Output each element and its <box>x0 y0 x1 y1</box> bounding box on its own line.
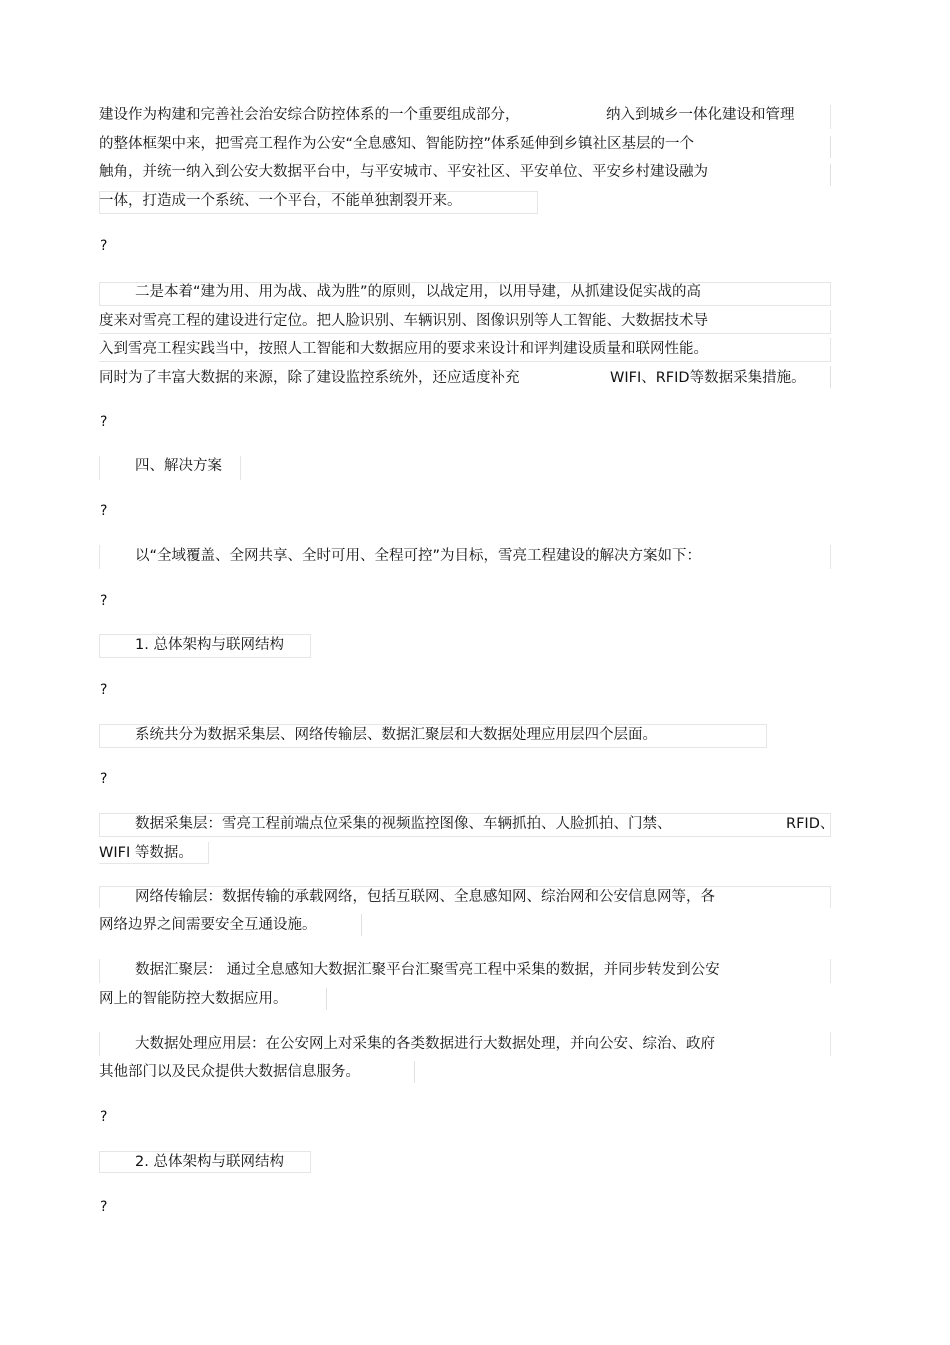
paragraph-1-line-2: 的整体框架中来，把雪亮工程作为公安“全息感知、智能防控”体系延伸到乡镇社区基层的一个 <box>99 136 695 152</box>
paragraph-2-line-2: 度来对雪亮工程的建设进行定位。把人脸识别、车辆识别、图像识别等人工智能、大数据技术导 <box>99 313 708 329</box>
layer-aggregate-line-2: 网上的智能防控大数据应用。 <box>99 991 288 1007</box>
placeholder-mark: ? <box>100 1109 108 1125</box>
paragraph-2-line-4b: WIFI、RFID等数据采集措施。 <box>610 370 806 386</box>
frame-rule <box>830 366 831 388</box>
subheading-2: 2. 总体架构与联网结构 <box>135 1154 284 1170</box>
layer-transport-line-1: 网络传输层：数据传输的承载网络，包括互联网、全息感知网、综治网和公安信息网等，各 <box>135 889 715 905</box>
frame-rule <box>361 914 362 936</box>
layers-summary: 系统共分为数据采集层、网络传输层、数据汇聚层和大数据处理应用层四个层面。 <box>135 727 657 743</box>
placeholder-mark: ? <box>100 1199 108 1215</box>
layer-collect-line-2: WIFI 等数据。 <box>99 845 193 861</box>
layer-bigdata-line-2: 其他部门以及民众提供大数据信息服务。 <box>99 1064 360 1080</box>
paragraph-2-line-1: 二是本着“建为用、用为战、战为胜”的原则，以战定用，以用导建，从抓建设促实战的高 <box>135 284 702 300</box>
placeholder-mark: ? <box>100 503 108 519</box>
frame-rule <box>414 1061 415 1083</box>
paragraph-1-line-1a: 建设作为构建和完善社会治安综合防控体系的一个重要组成部分， <box>99 107 520 123</box>
placeholder-mark: ? <box>100 682 108 698</box>
section-heading: 四、解决方案 <box>135 458 222 474</box>
layer-aggregate-line-1: 数据汇聚层： 通过全息感知大数据汇聚平台汇聚雪亮工程中采集的数据，并同步转发到公安 <box>135 962 720 978</box>
paragraph-1-line-4: 一体，打造成一个系统、一个平台，不能单独割裂开来。 <box>99 193 462 209</box>
frame-rule <box>830 164 831 186</box>
frame-rule <box>830 136 831 158</box>
layer-collect-line-1b: RFID、 <box>786 816 835 832</box>
subheading-1: 1. 总体架构与联网结构 <box>135 637 284 653</box>
frame-rule <box>326 988 327 1010</box>
placeholder-mark: ? <box>100 771 108 787</box>
placeholder-mark: ? <box>100 593 108 609</box>
placeholder-mark: ? <box>100 414 108 430</box>
layer-transport-line-2: 网络边界之间需要安全互通设施。 <box>99 917 317 933</box>
paragraph-1-line-1b: 纳入到城乡一体化建设和管理 <box>606 107 795 123</box>
intro-text: 以“全域覆盖、全网共享、全时可用、全程可控”为目标，雪亮工程建设的解决方案如下： <box>135 548 702 564</box>
layer-bigdata-line-1: 大数据处理应用层：在公安网上对采集的各类数据进行大数据处理，并向公安、综治、政府 <box>135 1036 715 1052</box>
paragraph-2-line-4a: 同时为了丰富大数据的来源，除了建设监控系统外，还应适度补充 <box>99 370 520 386</box>
placeholder-mark: ? <box>100 238 108 254</box>
paragraph-1-line-3: 触角，并统一纳入到公安大数据平台中，与平安城市、平安社区、平安单位、平安乡村建设融为 <box>99 164 708 180</box>
layer-collect-line-1a: 数据采集层：雪亮工程前端点位采集的视频监控图像、车辆抓拍、人脸抓拍、门禁、 <box>135 816 672 832</box>
paragraph-2-line-3: 入到雪亮工程实践当中，按照人工智能和大数据应用的要求来设计和评判建设质量和联网性能。 <box>99 341 708 357</box>
